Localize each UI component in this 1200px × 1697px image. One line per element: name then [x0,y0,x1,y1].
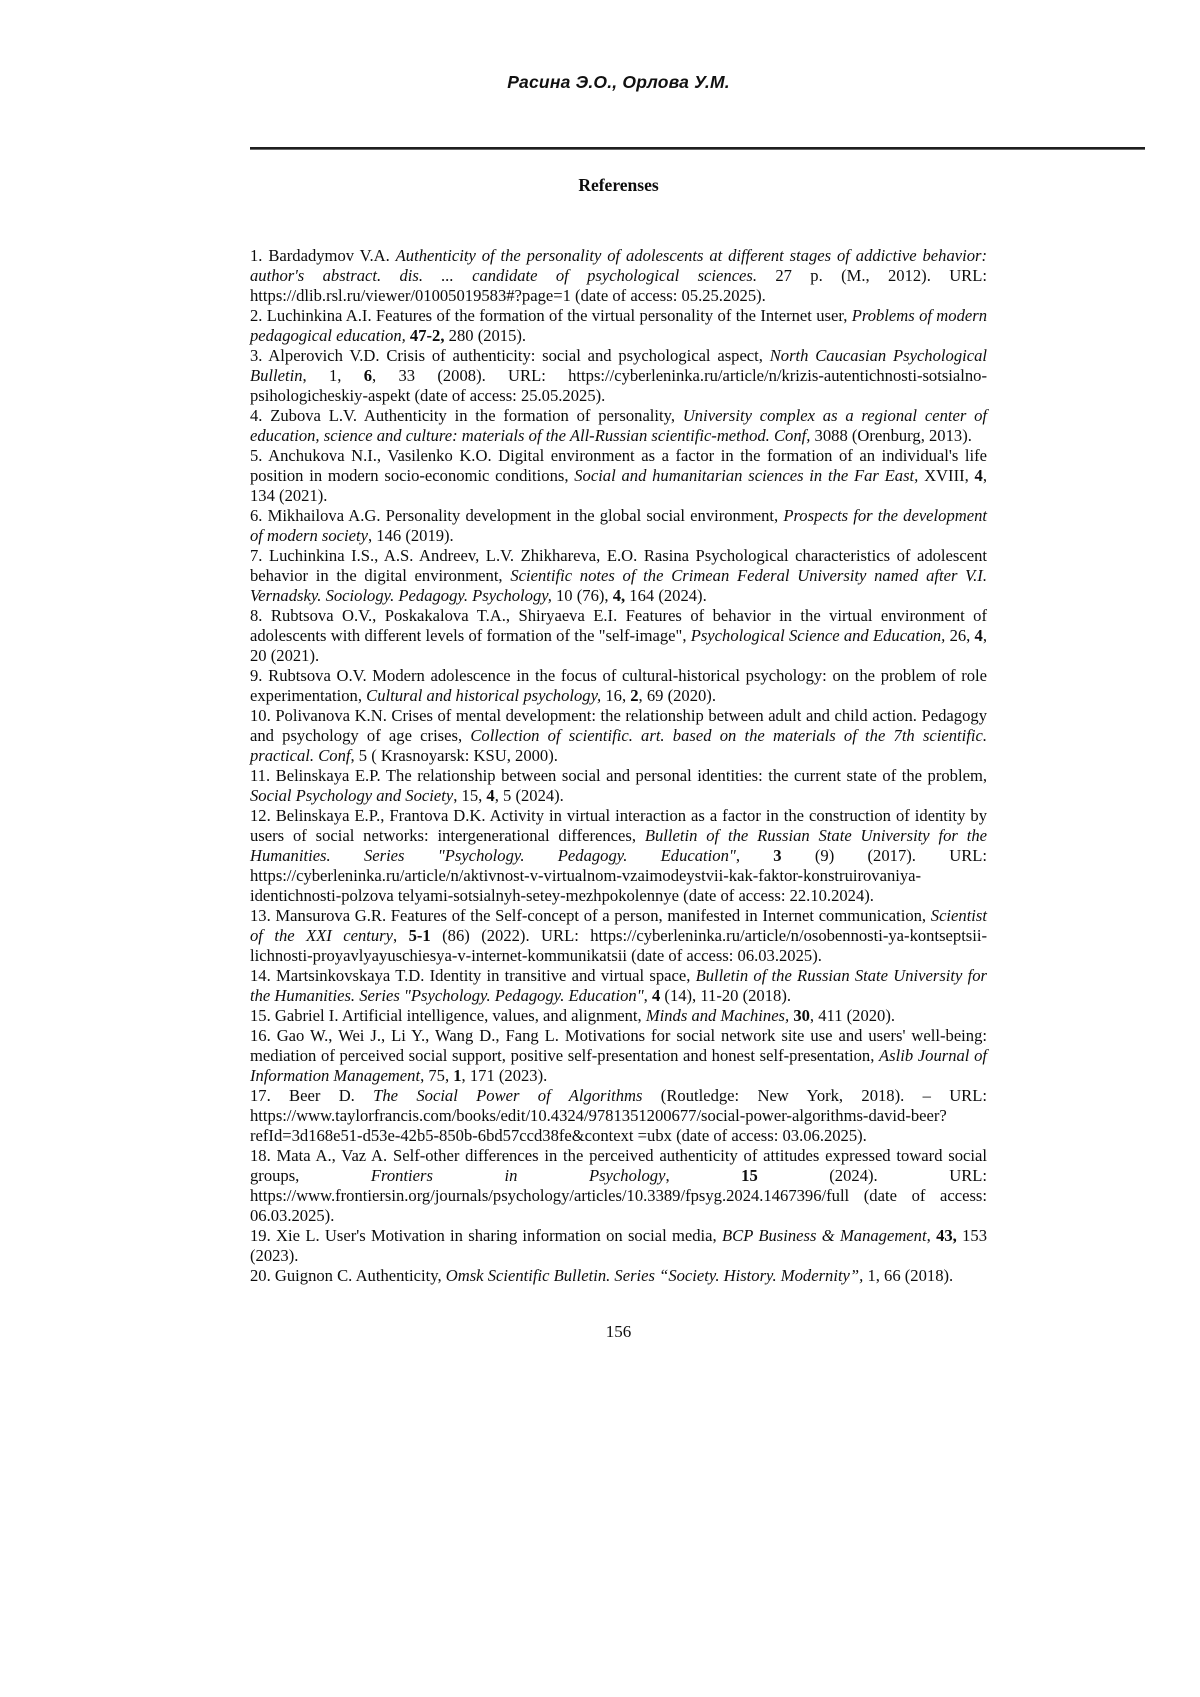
reference-text-segment: 17. Beer D. [250,1086,374,1105]
reference-item [250,606,987,666]
reference-text-segment: , 411 (2020). [809,1006,896,1025]
reference-text-segment: 8. Rubtsova O.V., Poskakalova T.A., Shiryaeva E.I. Features of behavior in the virtual environment of adolescents with different levels of formation of the "self-image", [250,606,987,645]
reference-text-segment: 26, [945,626,975,645]
page-number: 156 [605,1322,632,1341]
reference-text-segment: 19. Xie L. User's Motivation in sharing information on social media, [250,1226,722,1245]
reference-text-segment: , 75, [420,1066,454,1085]
references-list [250,246,987,1286]
reference-text-segment: 30 [793,1006,810,1025]
reference-text-segment: (9) (2017). URL: https://cyberleninka.ru/article/n/aktivnost-v-virtualnom-vzaimodeystvii-kak-faktor-konstruirovaniya-identichnosti-polzova telyami-sotsialnyh-setey-mezhpokolennye (date of access: 22.10.2024). [250,846,988,905]
reference-text-segment: 4 [974,466,983,485]
reference-text-segment: 14. Martsinkovskaya T.D. Identity in transitive and virtual space, [250,966,696,985]
reference-text-segment: North Caucasian Psychological Bulletin [250,346,987,385]
reference-text-segment: 15 [741,1166,758,1185]
reference-item [250,1026,987,1086]
reference-text-segment: , [665,1166,742,1185]
reference-item [250,906,987,966]
reference-text-segment: 13. Mansurova G.R. Features of the Self-concept of a person, manifested in Internet communication, [250,906,931,925]
reference-text-segment: 16. Gao W., Wei J., Li Y., Wang D., Fang L. Motivations for social network site use and users' well-being: mediation of perceived social support, positive self-presentation and honest self-presentation, [250,1026,987,1065]
reference-text-segment: , [926,1226,937,1245]
reference-text-segment: 43, [936,1226,957,1245]
reference-text-segment: Social Psychology and Society [250,786,454,805]
reference-item [250,1006,987,1026]
reference-text-segment: Cultural and historical psychology, [366,686,602,705]
reference-text-segment: , 134 (2021). [250,466,987,505]
reference-text-segment: 5. Anchukova N.I., Vasilenko K.O. Digital environment as a factor in the formation of an individual's life position in modern socio-economic conditions, [250,446,987,485]
reference-item [250,966,987,1006]
reference-item [250,246,987,306]
reference-text-segment: 11. Belinskaya E.P. The relationship between social and personal identities: the current state of the problem, [250,766,987,785]
reference-text-segment: , 171 (2023). [461,1066,548,1085]
reference-text-segment: 4. Zubova L.V. Authenticity in the formation of personality, [250,406,683,425]
reference-text-segment: , [735,846,774,865]
reference-text-segment: Prospects for the development of modern society [250,506,988,545]
reference-text-segment: 18. Mata A., Vaz A. Self-other differences in the perceived authenticity of attitudes expressed toward social groups, [250,1146,987,1185]
reference-text-segment: Frontiers in Psychology [370,1166,666,1185]
reference-text-segment: 6. Mikhailova A.G. Personality development in the global social environment, [250,506,784,525]
reference-text-segment: Bulletin of the Russian State University for the Humanities. Series "Psychology. Pedagogy. Education" [250,826,987,865]
reference-item [250,346,987,406]
reference-text-segment: Bulletin of the Russian State University for the Humanities. Series "Psychology. Pedagogy. Education" [250,966,987,1005]
running-head: Расина Э.О., Орлова У.М. [507,72,730,92]
reference-item [250,1146,987,1226]
reference-text-segment: 3088 (Orenburg, 2013). [810,426,972,445]
reference-text-segment: , [643,986,652,1005]
reference-item [250,1086,987,1146]
reference-text-segment: (14), 11-20 (2018). [660,986,791,1005]
reference-text-segment: 4 [486,786,495,805]
reference-text-segment: BCP Business & Management [722,1226,927,1245]
reference-item [250,506,987,546]
reference-text-segment: 7. Luchinkina I.S., A.S. Andreev, L.V. Zhikhareva, E.O. Rasina Psychological characteristics of adolescent behavior in the digital environment, [250,546,987,585]
reference-text-segment: 20. Guignon C. Authenticity, [250,1266,446,1285]
reference-text-segment: 10. Polivanova K.N. Crises of mental development: the relationship between adult and child action. Pedagogy and psychology of age crises, [250,706,987,745]
reference-text-segment: , 5 (2024). [494,786,564,805]
reference-text-segment: 3. Alperovich V.D. Crisis of authenticity: social and psychological aspect, [250,346,770,365]
header-rule [250,147,1145,150]
reference-text-segment: (Routledge: New York, 2018). – URL: https://www.taylorfrancis.com/books/edit/10.4324/9781351200677/social-power-algorithms-david-beer?refId=3d168e51-d53e-42b5-850b-6bd57ccd38fe&context =ubx (date of access: 03.06.2025). [250,1086,987,1145]
reference-item [250,666,987,706]
reference-text-segment: 1. Bardadymov V.A. [250,246,396,265]
reference-text-segment: 153 (2023). [250,1226,988,1265]
reference-text-segment: , 146 (2019). [367,526,454,545]
reference-text-segment: (2024). URL: https://www.frontiersin.org/journals/psychology/articles/10.3389/fpsyg.2024.1467396/full (date of access: 06.03.2025). [250,1166,988,1225]
reference-text-segment: Minds and Machines, [645,1006,790,1025]
reference-text-segment: Collection of scientific. art. based on the materials of the 7th scientific. practical. Conf [250,726,987,765]
reference-text-segment: 2 [630,686,639,705]
reference-text-segment: XVIII, [918,466,975,485]
reference-text-segment: 16, [601,686,631,705]
reference-text-segment: Omsk Scientific Bulletin. Series “Society. History. Modernity”, [445,1266,864,1285]
reference-text-segment: 5-1 [408,926,431,945]
reference-text-segment: 280 (2015). [444,326,527,345]
reference-text-segment: Scientist of the XXI century [250,906,987,945]
reference-item [250,406,987,446]
reference-text-segment: , 20 (2021). [250,626,987,665]
reference-text-segment: , 69 (2020). [638,686,716,705]
references-title: Referenses [578,175,659,195]
reference-text-segment: Authenticity of the personality of adolescents at different stages of addictive behavior: author's abstract. dis. ... candidate of psychological sciences. [250,246,987,285]
reference-text-segment: 3 [773,846,782,865]
reference-text-segment: , 1, [302,366,364,385]
reference-item [250,306,987,346]
reference-text-segment: Aslib Journal of Information Management [250,1046,987,1085]
reference-text-segment: 27 p. (М., 2012). URL: https://dlib.rsl.ru/viewer/01005019583#?page=1 (date of access: 05.25.2025). [250,266,987,305]
reference-text-segment: 164 (2024). [625,586,707,605]
reference-item [250,446,987,506]
reference-text-segment: , 33 (2008). URL: https://cyberleninka.ru/article/n/krizis-autentichnosti-sotsialno-psihologicheskiy-aspekt (date of access: 25.05.2025). [250,366,988,405]
reference-item [250,1266,987,1286]
reference-text-segment: (86) (2022). URL: https://cyberleninka.ru/article/n/osobennosti-ya-kontseptsii-lichnosti-proyavlyayuschiesya-v-internet-kommunikatsii (date of access: 06.03.2025). [250,926,988,965]
reference-text-segment: , [393,926,409,945]
reference-text-segment: , 15, [453,786,487,805]
reference-text-segment: Social and humanitarian sciences in the Far East, [574,466,919,485]
reference-text-segment: 4, [612,586,626,605]
reference-text-segment: The Social Power of Algorithms [373,1086,643,1105]
reference-text-segment: 6 [363,366,373,385]
reference-text-segment: 1, 66 (2018). [863,1266,954,1285]
reference-text-segment: 4 [974,626,983,645]
reference-text-segment: Problems of modern pedagogical education, [250,306,988,345]
reference-text-segment: 10 (76), [551,586,613,605]
reference-item [250,706,987,766]
reference-item [250,546,987,606]
reference-text-segment: Psychological Science and Education, [690,626,946,645]
reference-text-segment: Scientific notes of the Crimean Federal University named after V.I. Vernadsky. Sociology. Pedagogy. Psychology, [250,566,987,605]
reference-item [250,806,987,906]
reference-text-segment: 1 [453,1066,462,1085]
reference-text-segment: 47-2, [409,326,445,345]
reference-text-segment: 15. Gabriel I. Artificial intelligence, values, and alignment, [250,1006,646,1025]
reference-text-segment: , 5 ( Krasnoyarsk: KSU, 2000). [350,746,558,765]
reference-item [250,766,987,806]
reference-text-segment: 4 [651,986,661,1005]
reference-text-segment: 9. Rubtsova O.V. Modern adolescence in the focus of cultural-historical psychology: on the problem of role experimentation, [250,666,987,705]
reference-item [250,1226,987,1266]
reference-text-segment: University complex as a regional center of education, science and culture: materials of the All-Russian scientific-method. Conf, [250,406,987,445]
reference-text-segment: 2. Luchinkina A.I. Features of the formation of the virtual personality of the Internet user, [250,306,852,325]
reference-text-segment: 12. Belinskaya E.P., Frantova D.K. Activity in virtual interaction as a factor in the construction of identity by users of social networks: intergenerational differences, [250,806,987,845]
